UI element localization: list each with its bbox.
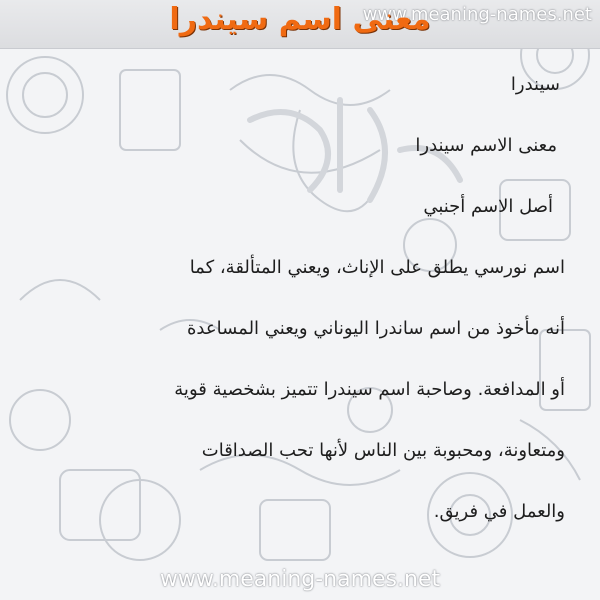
site-watermark-bottom: www.meaning-names.net bbox=[159, 567, 441, 592]
page-title: معنى اسم سيندرا bbox=[169, 2, 431, 37]
origin-line: أصل الاسم أجنبي bbox=[423, 196, 553, 217]
meaning-heading: معنى الاسم سيندرا bbox=[415, 135, 557, 156]
name-meaning-content bbox=[40, 60, 565, 548]
site-watermark-top: www.meaning-names.net bbox=[362, 4, 592, 25]
description-line: أنه مأخوذ من اسم ساندرا اليوناني ويعني المساعدة bbox=[187, 318, 565, 339]
description-line: أو المدافعة. وصاحبة اسم سيندرا تتميز بشخصية قوية bbox=[174, 379, 565, 400]
description-line: ومتعاونة، ومحبوبة بين الناس لأنها تحب الصداقات bbox=[201, 440, 565, 461]
name-line: سيندرا bbox=[510, 74, 560, 95]
description-line: اسم نورسي يطلق على الإناث، ويعني المتألقة، كما bbox=[189, 257, 565, 278]
description-line: والعمل في فريق. bbox=[433, 501, 565, 522]
